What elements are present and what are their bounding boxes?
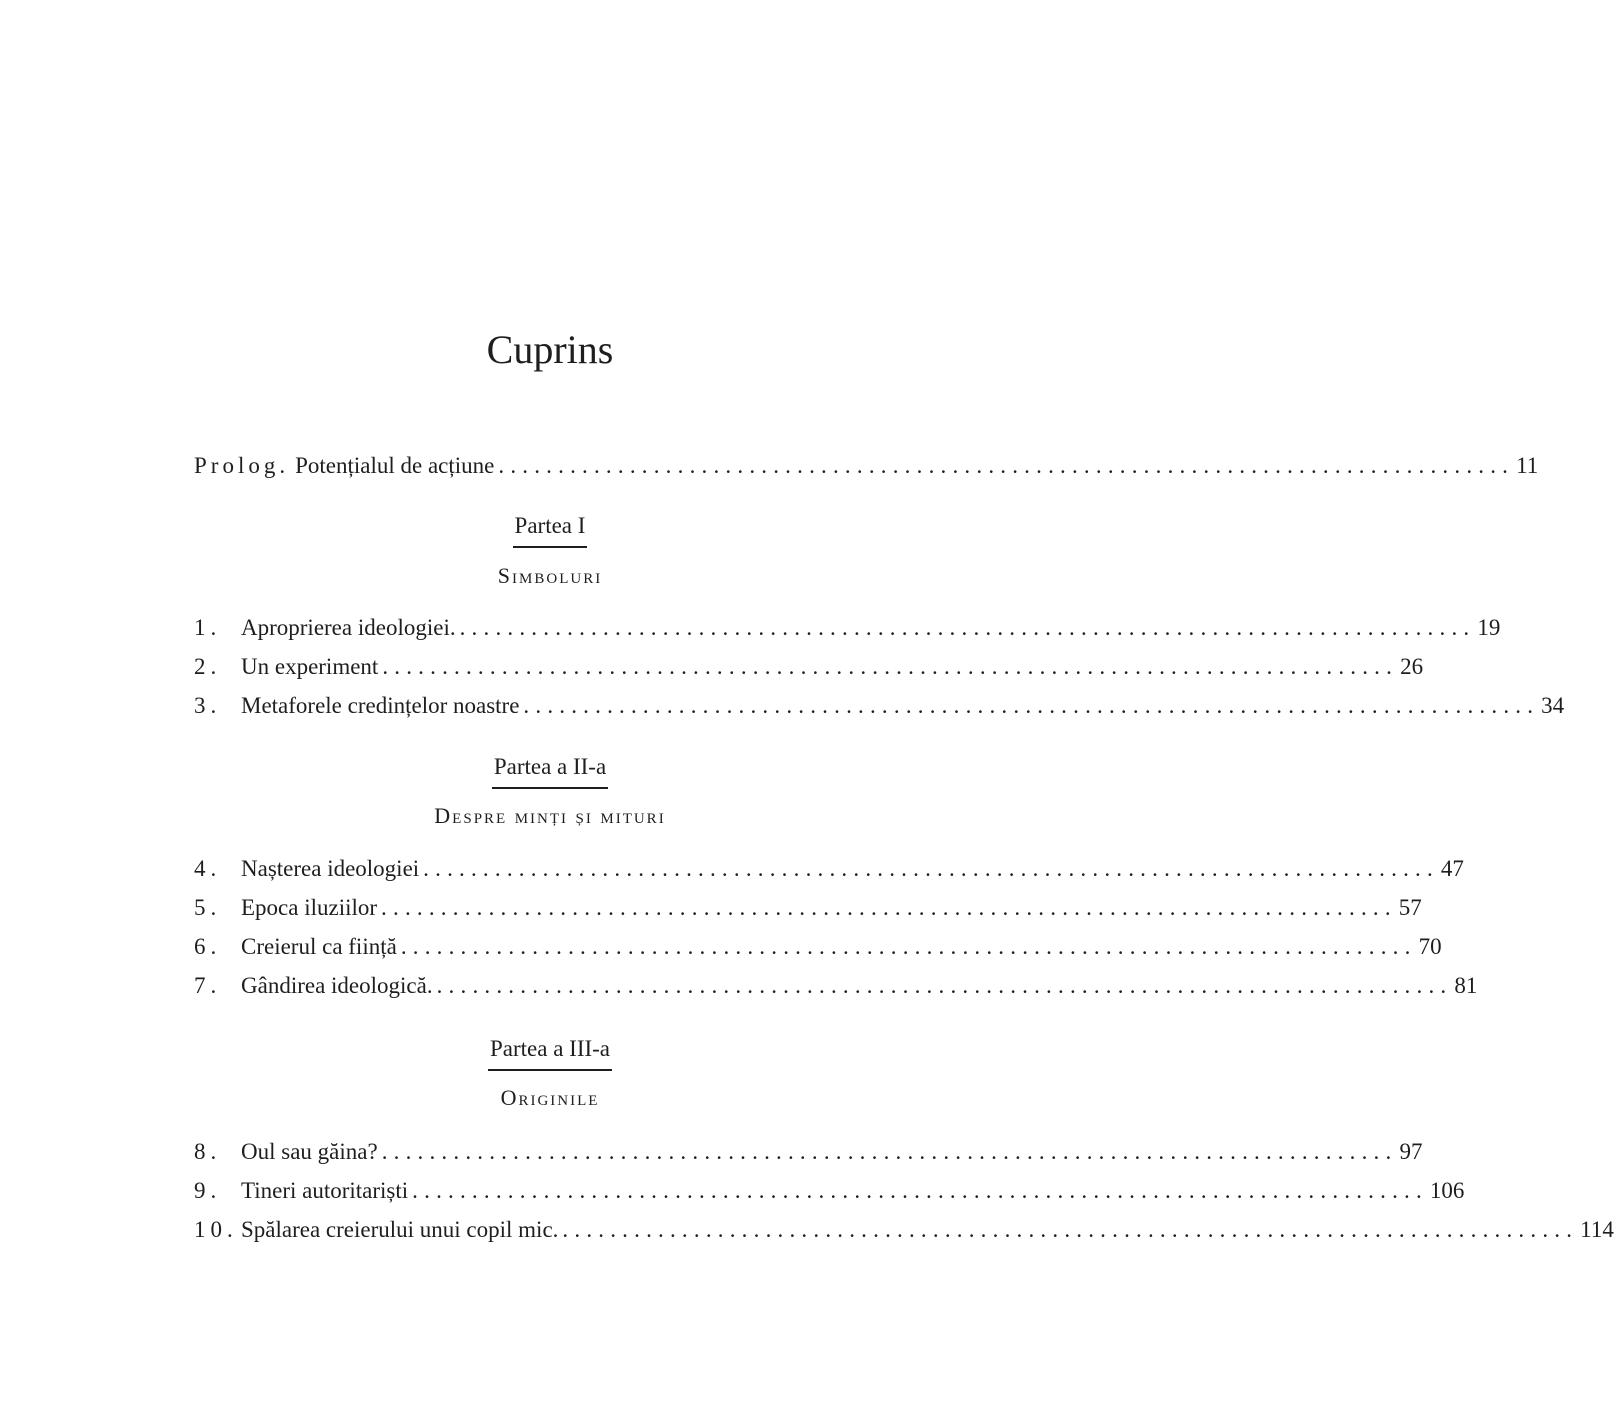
part-2-label: Partea a II-a bbox=[0, 751, 1100, 789]
toc-entry-prolog[interactable] bbox=[194, 450, 1539, 482]
chapter-number: 5. bbox=[194, 895, 222, 920]
toc-entry-chapter-5[interactable] bbox=[194, 892, 1422, 924]
toc-entry-page: 11 bbox=[1516, 453, 1539, 478]
toc-entry-page: 57 bbox=[1398, 895, 1422, 920]
chapter-number: 4. bbox=[194, 856, 222, 881]
part-2-heading: Despre minți și mituri bbox=[434, 803, 666, 828]
toc-entry-title: Nașterea ideologiei bbox=[241, 856, 420, 881]
toc-entry-title: Creierul ca ființă bbox=[241, 934, 397, 959]
dot-leader: ..................................................................................... bbox=[459, 615, 1476, 640]
toc-entry-chapter-8[interactable] bbox=[194, 1136, 1423, 1168]
toc-entry-title: Aproprierea ideologiei. bbox=[241, 615, 456, 640]
toc-entry-chapter-6[interactable] bbox=[194, 931, 1442, 963]
part-1-heading: Simboluri bbox=[497, 563, 603, 588]
toc-entry-title: Un experiment bbox=[241, 654, 379, 679]
dot-leader: ..................................................................................... bbox=[562, 1217, 1579, 1242]
toc-entry-title: Tineri autoritariști bbox=[241, 1178, 409, 1203]
dot-leader: ..................................................................................... bbox=[436, 973, 1453, 998]
toc-entry-page: 47 bbox=[1440, 856, 1464, 881]
part-1-label: Partea I bbox=[0, 510, 1100, 548]
toc-entry-page: 81 bbox=[1454, 973, 1478, 998]
toc-entry-page: 106 bbox=[1429, 1178, 1465, 1203]
toc-entry-chapter-7[interactable] bbox=[194, 970, 1478, 1002]
dot-leader: ..................................................................................... bbox=[498, 453, 1515, 478]
dot-leader: ..................................................................................... bbox=[412, 1178, 1428, 1203]
toc-entry-page: 97 bbox=[1399, 1139, 1423, 1164]
dot-leader: ..................................................................................... bbox=[523, 693, 1540, 718]
page-title: Cuprins bbox=[486, 327, 614, 372]
toc-entry-chapter-2[interactable] bbox=[194, 651, 1424, 683]
prolog-prefix: Prolog. bbox=[194, 453, 290, 478]
toc-entry-title: Gândirea ideologică. bbox=[241, 973, 433, 998]
toc-entry-title: Epoca iluziilor bbox=[241, 895, 378, 920]
chapter-number: 3. bbox=[194, 693, 222, 718]
chapter-number: 7. bbox=[194, 973, 222, 998]
chapter-number: 8. bbox=[194, 1139, 222, 1164]
part-3-heading: Originile bbox=[500, 1085, 600, 1110]
toc-entry-title: Spălarea creierului unui copil mic. bbox=[241, 1217, 559, 1242]
toc-entry-page: 26 bbox=[1400, 654, 1424, 679]
toc-entry-chapter-1[interactable] bbox=[194, 612, 1501, 644]
dot-leader: ..................................................................................... bbox=[381, 1139, 1398, 1164]
toc-entry-title: Oul sau găina? bbox=[241, 1139, 378, 1164]
toc-entry-page: 34 bbox=[1541, 693, 1565, 718]
toc-entry-chapter-3[interactable] bbox=[194, 690, 1565, 722]
toc-entry-chapter-4[interactable] bbox=[194, 853, 1464, 885]
chapter-number: 1. bbox=[194, 615, 222, 640]
dot-leader: ..................................................................................... bbox=[382, 654, 1399, 679]
toc-entry-page: 70 bbox=[1418, 934, 1442, 959]
dot-leader: ..................................................................................... bbox=[423, 856, 1439, 881]
chapter-number: 9. bbox=[194, 1178, 222, 1203]
toc-entry-page: 19 bbox=[1477, 615, 1501, 640]
dot-leader: ..................................................................................... bbox=[381, 895, 1397, 920]
toc-entry-title: Metaforele credințelor noastre bbox=[241, 693, 520, 718]
toc-entry-chapter-9[interactable] bbox=[194, 1175, 1465, 1207]
part-3-label: Partea a III-a bbox=[0, 1033, 1100, 1071]
toc-entry-title: Potențialul de acțiune bbox=[295, 453, 495, 478]
chapter-number: 2. bbox=[194, 654, 222, 679]
toc-entry-page: 114 bbox=[1580, 1217, 1614, 1242]
chapter-number: 10. bbox=[194, 1217, 238, 1242]
toc-entry-chapter-10[interactable] bbox=[194, 1214, 1614, 1246]
dot-leader: ..................................................................................... bbox=[400, 934, 1417, 959]
chapter-number: 6. bbox=[194, 934, 222, 959]
